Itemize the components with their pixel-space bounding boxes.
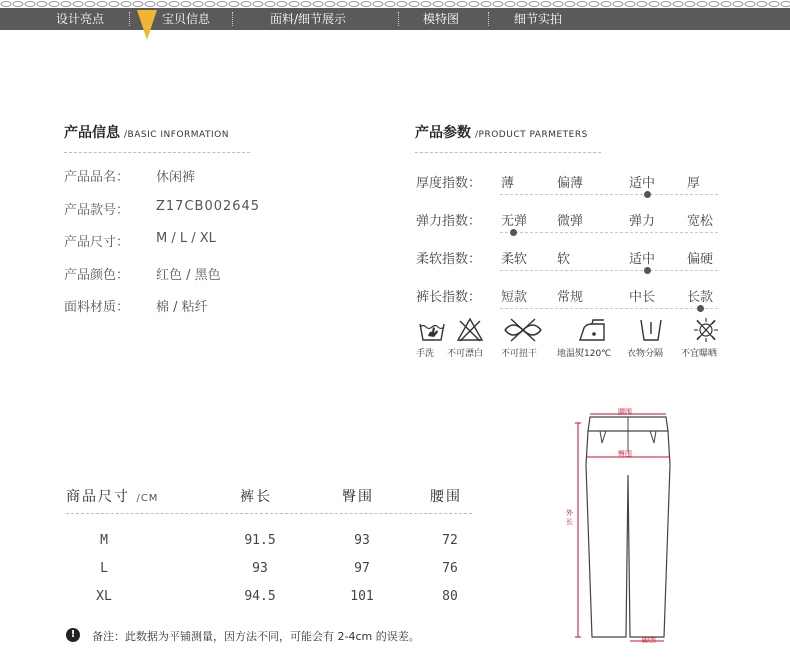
param-label: 弹力指数： [416,214,482,229]
info-label-size: 产品尺寸： [64,235,130,250]
info-value-material: 棉 / 粘纤 [156,300,208,315]
section-nav [0,8,790,30]
param-option: 软 [557,252,571,267]
nav-divider [232,12,233,26]
no-bleach-icon [455,316,485,344]
size-cell: M [100,533,108,548]
waist-cell: 72 [442,533,458,548]
care-label-no-sun: 不宜曝晒 [681,349,718,359]
nav-divider [398,12,399,26]
product-info-heading [64,122,229,142]
divider [64,152,250,153]
param-selected-marker [644,191,651,198]
param-option: 微弹 [557,214,584,229]
param-option: 短款 [501,290,528,305]
separate-wash-icon [636,316,666,344]
param-scale-line [500,194,718,195]
hip-label: 臀围 [618,450,632,458]
param-option: 常规 [557,290,584,305]
param-scale-line [500,270,718,271]
length-cell: 94.5 [244,589,276,604]
column-header-hip: 臀围 [342,489,374,505]
product-params-title: 产品参数 [415,125,471,141]
param-option: 偏硬 [687,252,714,267]
active-nav-marker [137,10,157,40]
nav-item-model[interactable]: 模特图 [423,12,460,26]
param-label: 柔软指数： [416,252,482,267]
param-option: 柔软 [501,252,528,267]
column-header-length: 裤长 [240,489,272,505]
pants-measurement-diagram [568,405,688,645]
hip-cell: 101 [350,589,374,604]
care-label-no-bleach: 不可漂白 [447,349,484,359]
care-label-hand-wash: 手洗 [416,349,435,359]
decorative-border [0,0,790,8]
info-value-size: M / L / XL [156,231,216,246]
nav-divider [488,12,489,26]
param-selected-marker [644,267,651,274]
param-option: 适中 [629,176,656,191]
hem-label: 脚围 [642,636,656,644]
waist-label: 腰围 [618,408,632,416]
info-value-sku: Z17CB002645 [156,199,261,214]
product-info-title: 产品信息 [64,125,120,141]
waist-cell: 76 [442,561,458,576]
length-cell: 93 [252,561,268,576]
size-table-title [66,486,158,506]
info-label-color: 产品颜色： [64,268,130,283]
size-cell: L [100,561,108,576]
nav-divider [129,12,130,26]
low-iron-icon [576,316,612,344]
divider [415,152,601,153]
exclamation-icon: ! [66,628,80,642]
param-option: 偏薄 [557,176,584,191]
param-option: 适中 [629,252,656,267]
hand-wash-icon [417,316,447,344]
product-params-subtitle: /PRODUCT PARMETERS [475,130,588,140]
no-wring-icon [503,316,543,344]
nav-item-design[interactable]: 设计亮点 [56,12,105,26]
care-label-no-wring: 不可扭干 [501,349,538,359]
param-scale-line [500,232,718,233]
param-option: 无弹 [501,214,528,229]
size-cell: XL [96,589,112,604]
care-label-separate: 衣物分隔 [627,349,664,359]
measurement-note: 备注：此数据为平铺测量，因方法不同，可能会有 2-4cm 的误差。 [92,630,420,643]
pants-outline [568,405,688,645]
size-table-unit: /CM [136,493,159,504]
nav-item-fabric[interactable]: 面料/细节展示 [270,12,347,26]
hip-cell: 93 [354,533,370,548]
hip-cell: 97 [354,561,370,576]
param-option: 中长 [629,290,656,305]
column-header-waist: 腰围 [430,489,462,505]
param-scale-line [500,308,718,309]
length-label: 外长 [566,509,573,526]
product-params-heading [415,122,588,142]
param-option: 长款 [687,290,714,305]
param-option: 宽松 [687,214,714,229]
product-info-subtitle: /BASIC INFORMATION [124,130,229,140]
param-option: 厚 [687,176,701,191]
param-option: 薄 [501,176,515,191]
length-cell: 91.5 [244,533,276,548]
param-selected-marker [697,305,704,312]
info-value-color: 红色 / 黑色 [156,268,221,283]
info-label-material: 面料材质： [64,300,130,315]
info-label-sku: 产品款号： [64,203,130,218]
nav-item-product-info[interactable]: 宝贝信息 [162,12,211,26]
param-label: 厚度指数： [416,176,482,191]
param-label: 裤长指数： [416,290,482,305]
param-selected-marker [510,229,517,236]
care-label-low-iron: 地温熨120℃ [557,349,612,359]
no-sun-icon [691,316,721,344]
info-value-name: 休闲裤 [156,170,196,185]
info-label-name: 产品品名： [64,170,130,185]
nav-item-detail[interactable]: 细节实拍 [514,12,563,26]
waist-cell: 80 [442,589,458,604]
table-divider [66,513,472,514]
size-table-heading: 商品尺寸 [66,489,130,505]
param-option: 弹力 [629,214,656,229]
